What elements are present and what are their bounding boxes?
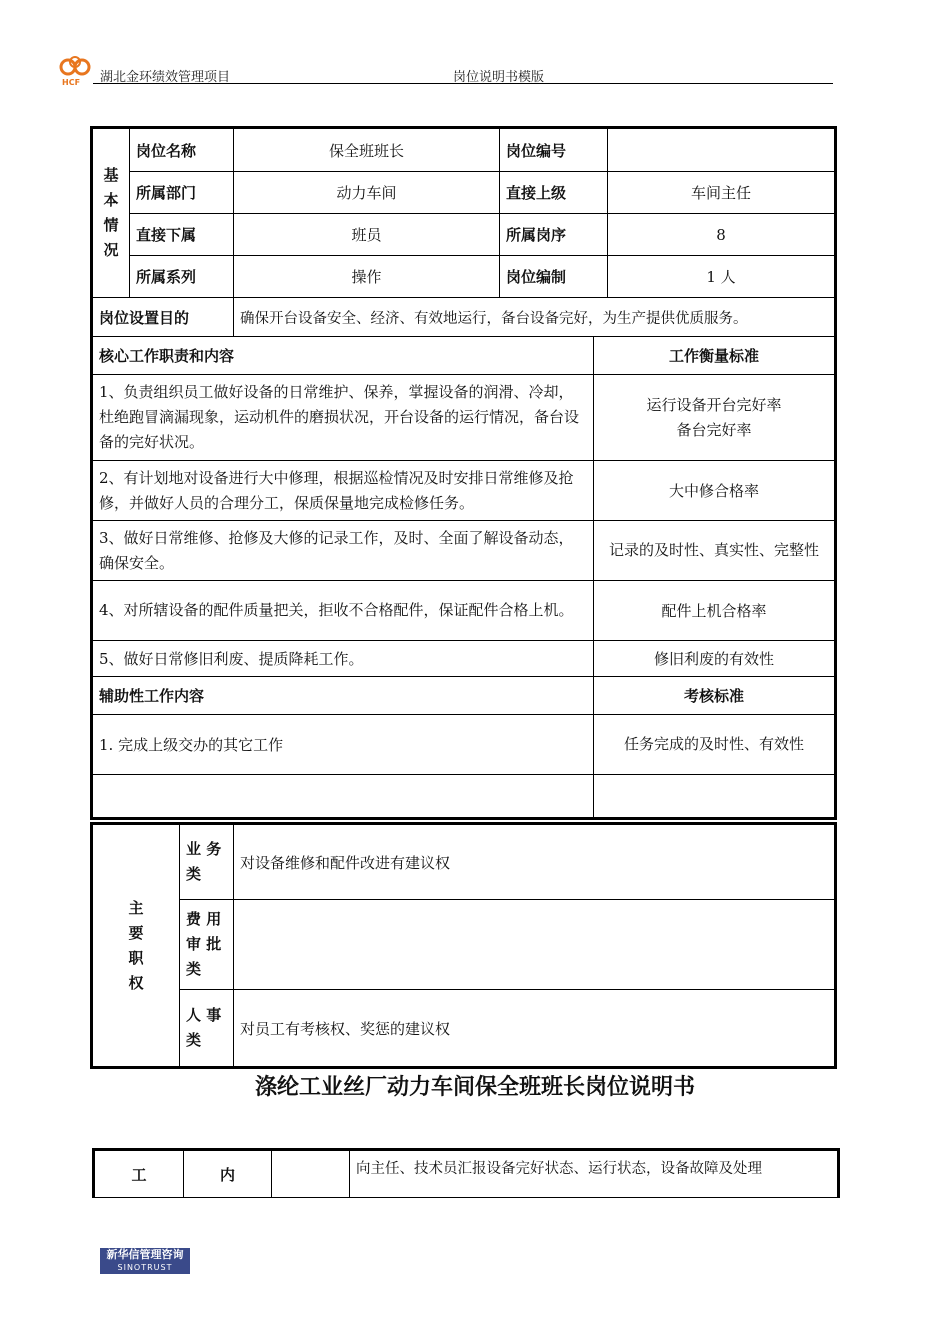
- aux-standard-1: 任务完成的及时性、有效性: [594, 715, 836, 775]
- footer-logo-line1: 新华信管理咨询: [106, 1248, 184, 1261]
- authority-table: [90, 822, 837, 1069]
- authority-section-label: 主 要 职 权: [92, 824, 180, 1068]
- label-department: 所属部门: [130, 172, 234, 214]
- core-item-2: 2、有计划地对设备进行大中修理，根据巡检情况及时安排日常维修及抢修，并做好人员的合理分工，保质保量地完成检修任务。: [92, 461, 594, 521]
- core-standard-2: 大中修合格率: [594, 461, 836, 521]
- authority-text-business: 对设备维修和配件改进有建议权: [234, 824, 836, 900]
- authority-label-business: 业 务 类: [180, 824, 234, 900]
- job-description-table: [90, 126, 837, 820]
- footer-logo-line2: SINOTRUST: [117, 1263, 173, 1272]
- core-item-1: 1、负责组织员工做好设备的日常维护、保养，掌握设备的润滑、冷却，杜绝跑冒滴漏现象，运动机件的磨损状况，开台设备的运行情况，备台设备的完好状况。: [92, 375, 594, 461]
- core-item-3: 3、做好日常维修、抢修及大修的记录工作，及时、全面了解设备动态，确保安全。: [92, 521, 594, 581]
- value-purpose: 确保开台设备安全、经济、有效地运行，备台设备完好，为生产提供优质服务。: [234, 298, 836, 337]
- core-standard-1-line: 运行设备开台完好率 备台完好率: [646, 395, 782, 439]
- value-rank: 8: [608, 214, 836, 256]
- core-standard-3: 记录的及时性、真实性、完整性: [594, 521, 836, 581]
- core-standard-5: 修旧利废的有效性: [594, 641, 836, 677]
- label-purpose: 岗位设置目的: [92, 298, 234, 337]
- value-subordinate: 班员: [234, 214, 500, 256]
- footer-logo: [100, 1248, 190, 1274]
- aux-header-right: 考核标准: [594, 677, 836, 715]
- value-supervisor: 车间主任: [608, 172, 836, 214]
- core-item-5: 5、做好日常修旧利废、提质降耗工作。: [92, 641, 594, 677]
- logo-text: HCF: [62, 78, 81, 87]
- aux-item-2: [92, 775, 594, 819]
- authority-text-expense: [234, 900, 836, 990]
- header-logo: [56, 54, 94, 90]
- next-col1: 工: [94, 1150, 184, 1198]
- next-col2: 内: [184, 1150, 272, 1198]
- label-subordinate: 直接下属: [130, 214, 234, 256]
- label-position-name: 岗位名称: [130, 128, 234, 172]
- value-position-code: [608, 128, 836, 172]
- doc-type: 岗位说明书模版: [453, 70, 545, 85]
- page-title: 涤纶工业丝厂动力车间保全班班长岗位说明书: [254, 1075, 695, 1100]
- project-name: 湖北金环绩效管理项目: [100, 70, 231, 85]
- header-divider: [93, 83, 833, 84]
- value-series: 操作: [234, 256, 500, 298]
- label-rank: 所属岗序: [500, 214, 608, 256]
- core-item-4: 4、对所辖设备的配件质量把关，拒收不合格配件，保证配件合格上机。: [92, 581, 594, 641]
- core-standard-1: [594, 375, 836, 461]
- next-table: [92, 1148, 840, 1198]
- basic-section-label: 基 本 情 况: [92, 128, 130, 298]
- aux-item-1: 1. 完成上级交办的其它工作: [92, 715, 594, 775]
- label-series: 所属系列: [130, 256, 234, 298]
- value-department: 动力车间: [234, 172, 500, 214]
- core-standard-4: 配件上机合格率: [594, 581, 836, 641]
- value-headcount: 1 人: [608, 256, 836, 298]
- next-col3: [272, 1150, 350, 1198]
- authority-label-personnel: 人 事 类: [180, 990, 234, 1068]
- label-position-code: 岗位编号: [500, 128, 608, 172]
- aux-standard-2: [594, 775, 836, 819]
- label-headcount: 岗位编制: [500, 256, 608, 298]
- label-supervisor: 直接上级: [500, 172, 608, 214]
- authority-text-personnel: 对员工有考核权、奖惩的建议权: [234, 990, 836, 1068]
- next-text: 向主任、技术员汇报设备完好状态、运行状态，设备故障及处理: [350, 1150, 839, 1198]
- authority-label-expense: 费 用 审 批 类: [180, 900, 234, 990]
- aux-header-left: 辅助性工作内容: [92, 677, 594, 715]
- value-position-name: 保全班班长: [234, 128, 500, 172]
- core-header-left: 核心工作职责和内容: [92, 337, 594, 375]
- core-header-right: 工作衡量标准: [594, 337, 836, 375]
